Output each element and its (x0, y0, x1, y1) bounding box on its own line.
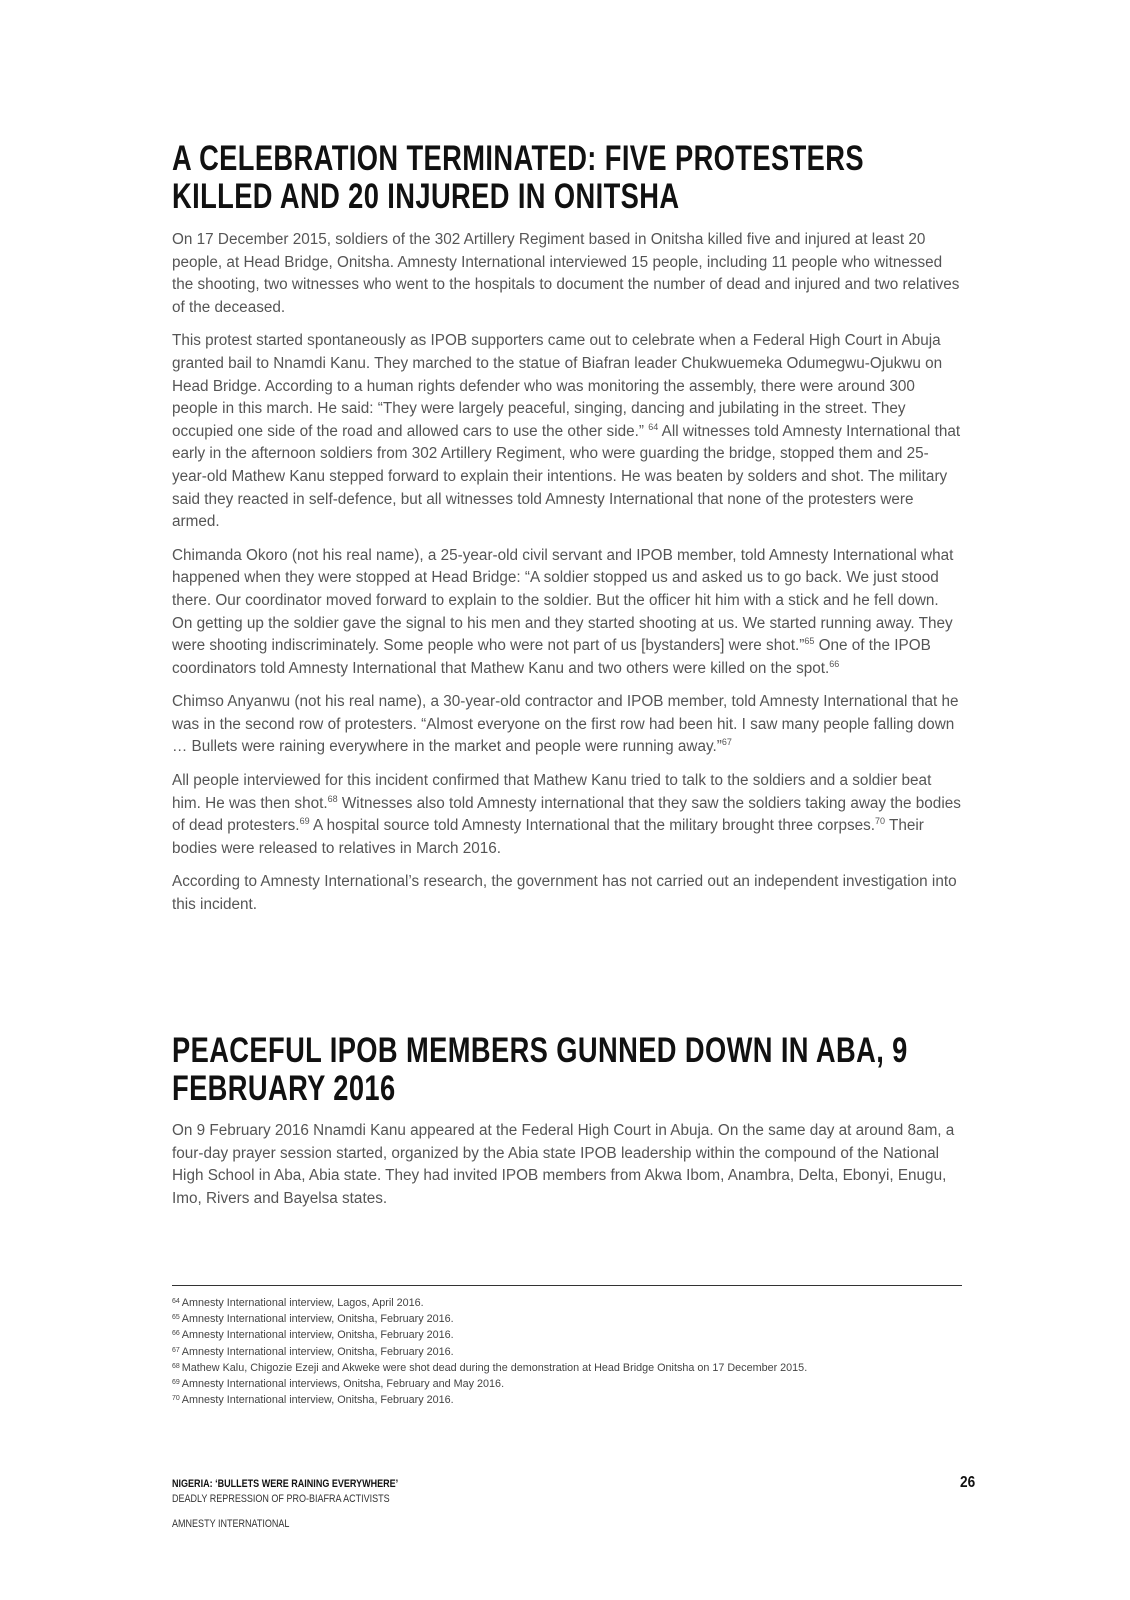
footnote: $^{65}$ Amnesty International interview, Onitsha, February 2016. (172, 1313, 454, 1326)
footnote-ref: 67 (721, 737, 732, 748)
section-aba-body (172, 1120, 962, 1221)
running-footer (172, 1477, 398, 1532)
footnote: $^{64}$ Amnesty International interview, Lagos, April 2016. (172, 1297, 424, 1309)
footer-report-title: NIGERIA: ‘BULLETS WERE RAINING EVERYWHERE’ (172, 1478, 399, 1490)
section-aba (172, 1032, 962, 1108)
footnote: $^{69}$ Amnesty International interviews, Onitsha, February and May 2016. (172, 1378, 505, 1391)
paragraph: According to Amnesty International’s research, the government has not carried out an independent investigation into this incident. (172, 873, 957, 914)
paragraph: All people interviewed for this incident confirmed that Mathew Kanu tried to talk to the soldiers and a soldier beat him. He was then shot.$^{68}$ Witnesses also told Amnesty international that they saw the soldiers taking away the bodies of dead protesters.$^{69}$ A hospital source told Amnesty International that the military brought three corpses.$^{70}$ Their bodies were released to relatives in March 2016. (172, 772, 961, 857)
paragraph: Chimanda Okoro (not his real name), a 25-year-old civil servant and IPOB member, told Amnesty International what happened when they were stopped at Head Bridge: “A soldier stopped us and asked us to go back. We just stood there. Our coordinator moved forward to explain to the soldier. But the officer hit him with a stick and he fell down. On getting up the soldier gave the signal to his men and they started shooting at us. We started running away. They were shooting indiscriminately. Some people who were not part of us [bystanders] were shot.”$^{65}$ One of the IPOB coordinators told Amnesty International that Mathew Kanu and two others were killed on the spot.$^{66}$ (172, 546, 954, 677)
section-title-line: FEBRUARY 2016 (172, 1069, 396, 1108)
footnote: $^{66}$ Amnesty International interview, Onitsha, February 2016. (172, 1329, 454, 1342)
page-number: 26 (960, 1474, 976, 1491)
section-title-line: PEACEFUL IPOB MEMBERS GUNNED DOWN IN ABA, 9 (172, 1031, 908, 1070)
footnote: $^{70}$ Amnesty International interview, Onitsha, February 2016. (172, 1394, 454, 1407)
footnote-ref: 64 (648, 421, 659, 432)
footnote: $^{68}$ Mathew Kalu, Chigozie Ezeji and Akweke were shot dead during the demonstration at Head Bridge Onitsha on 17 December 2015. (172, 1361, 808, 1374)
paragraph: On 9 February 2016 Nnamdi Kanu appeared at the Federal High Court in Abuja. On the same day at around 8am, a four-day prayer session started, organized by the Abia state IPOB leadership within the compound of the National High School in Aba, Abia state. They had invited IPOB members from Akwa Ibom, Anambra, Delta, Ebonyi, Enugu, Imo, Rivers and Bayelsa states. (172, 1122, 955, 1207)
section-title-aba (172, 1032, 960, 1108)
footer-organization: AMNESTY INTERNATIONAL (172, 1518, 290, 1530)
footnote-ref: 69 (299, 816, 310, 827)
section-title-onitsha (172, 140, 960, 216)
paragraph: On 17 December 2015, soldiers of the 302 Artillery Regiment based in Onitsha killed five and injured at least 20 people, at Head Bridge, Onitsha. Amnesty International interviewed 15 people, including 11 people who witnessed the shooting, two witnesses who went to the hospitals to document the number of dead and injured and two relatives of the deceased. (172, 231, 960, 316)
section-onitsha (172, 140, 962, 216)
section-onitsha-body (172, 229, 962, 928)
footnote-ref: 66 (829, 658, 840, 669)
paragraph: This protest started spontaneously as IPOB supporters came out to celebrate when a Federal High Court in Abuja granted bail to Nnamdi Kanu. They marched to the statue of Biafran leader Chukwuemeka Odumegwu-Ojukwu on Head Bridge. According to a human rights defender who was monitoring the assembly, there were around 300 people in this march. He said: “They were largely peaceful, singing, dancing and jubilating in the street. They occupied one side of the road and allowed cars to use the other side.” $^{64}$ All witnesses told Amnesty International that early in the afternoon soldiers from 302 Artillery Regiment, who were guarding the bridge, stopped them and 25-year-old Mathew Kanu stepped forward to explain their intentions. He was beaten by solders and shot. The military said they reacted in self-defence, but all witnesses told Amnesty International that none of the protesters were armed. (172, 332, 961, 531)
footnote-divider (172, 1285, 962, 1286)
section-title-line: KILLED AND 20 INJURED IN ONITSHA (172, 177, 680, 216)
footnotes (172, 1295, 962, 1408)
footnote-ref: 68 (327, 793, 338, 804)
footnote-ref: 65 (804, 636, 815, 647)
footnote-ref: 70 (875, 816, 886, 827)
section-title-line: A CELEBRATION TERMINATED: FIVE PROTESTERS (172, 139, 864, 178)
paragraph: Chimso Anyanwu (not his real name), a 30-year-old contractor and IPOB member, told Amnesty International that he was in the second row of protesters. “Almost everyone on the first row had been hit. I saw many people falling down … Bullets were raining everywhere in the market and people were running away.”$^{67}$ (172, 693, 959, 756)
footer-report-subtitle: DEADLY REPRESSION OF PRO-BIAFRA ACTIVISTS (172, 1493, 390, 1505)
footnote: $^{67}$ Amnesty International interview, Onitsha, February 2016. (172, 1345, 454, 1358)
